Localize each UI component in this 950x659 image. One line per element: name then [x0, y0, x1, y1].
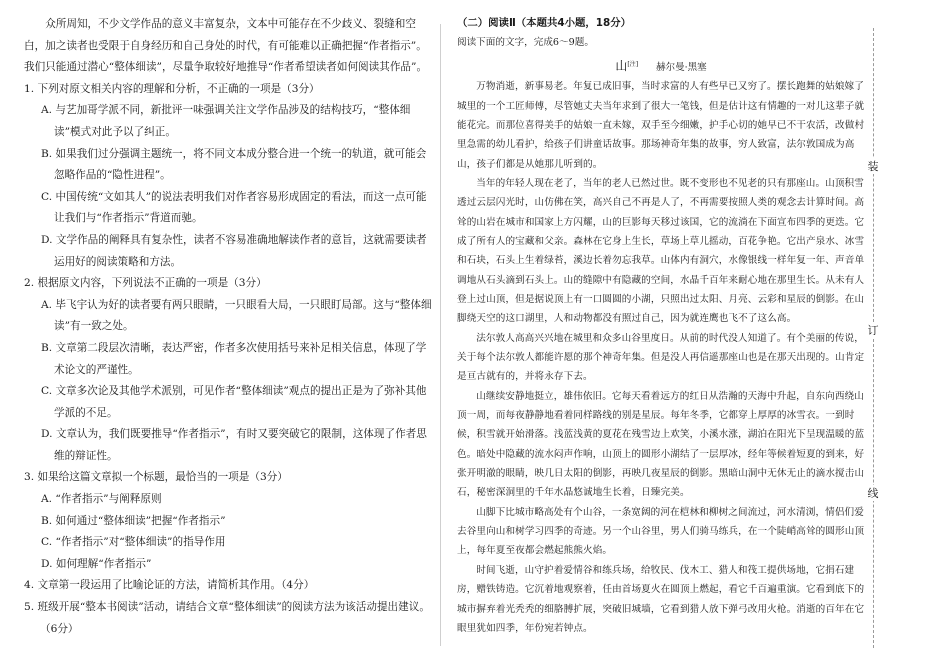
story-author: 赫尔曼·黑塞	[656, 61, 707, 73]
option-a: A. “作者指示”与阐释原则	[41, 493, 162, 506]
question-stem: 3. 如果给这篇文章拟一个标题，最恰当的一项是（3分）	[24, 471, 288, 484]
column-divider	[440, 24, 441, 646]
story-paragraph: 时间飞逝，山守护着爱情谷和练兵场，给牧民、伐木工、猎人和筏工提供场地，它捐石建房，赠铁铸造。它沉着地观察着，任由首场夏火在圆顶上燃起，看它千百遍重演。它看到底下的城市摒弃着光秃秃的细胳膊扩展，突破旧城墙，它看到猎人放下弹弓改用火枪。消逝的百年在它眼里犹如四季，年份宛若钟点。	[457, 564, 865, 634]
question-3	[24, 467, 434, 575]
question-5: 5. 班级开展“整本书阅读”活动，请结合文章“整体细读”的阅读方法为该活动提出建议。（6分）	[24, 601, 430, 635]
section-title: （二）阅读Ⅱ（本题共4小题，18分）	[457, 17, 632, 29]
binding-char-zhuang: 装	[867, 160, 879, 173]
option-b: B. 文章第二段层次清晰，表达严密，作者多次使用括号来补足相关信息，体现了学术论文的严谨性。	[41, 341, 427, 376]
option-c: C. 中国传统“文如其人”的说法表明我们对作者容易形成固定的看法，而这一点可能让我们与“作者指示”背道而驰。	[41, 190, 427, 225]
option-b: B. 如果我们过分强调主题统一，将不同文本成分整合进一个统一的轨道，就可能会忽略作品的“隐性进程”。	[41, 147, 427, 182]
section-instruction: 阅读下面的文字，完成6～9题。	[457, 37, 594, 49]
option-c: C. “作者指示”对“整体细读”的指导作用	[41, 536, 226, 549]
question-stem: 1. 下列对原文相关内容的理解和分析，不正确的一项是（3分）	[24, 82, 320, 95]
question-1	[24, 79, 434, 273]
story-paragraph: 山继续安静地挺立，雄伟依旧。它每天看着远方的红日从浩瀚的天海中升起，自东向西绕山顶一周，而每夜静静地看着同样路线的别是星辰。每年冬季，它都穿上厚厚的冰雪衣。一到时候，积雪就开始滑落。浅蓝浅黄的夏花在残雪边上欢笑，小溪水涨，湖泊在阳光下呈现温暖的蓝色。暗处中隐藏的流水闷声作响，山顶上的圆形小湖结了一层厚冰，经年等候着短夏的到来，好张开明澈的眼睛，映几日太阳的倒影，再映几夜星辰的倒影。黑暗山洞中无休无止的滴水搅击山石，秘密深洞里的千年水晶悠诚地生长着，日臻完美。	[457, 390, 865, 499]
option-a: A. 毕飞宇认为好的读者要有两只眼睛，一只眼看大局，一只眼盯局部。这与“整体细读”有一致之处。	[41, 298, 432, 333]
story-paragraph: 万物消逝，新事易老。年复已成旧事，当时求富的人有些早已又穷了。摆长跑舞的姑娘嫁了城里的一个工匠师傅，尽管她丈夫当年求到了很大一笔钱，但是估计这有情趣的一对儿这辈子就能花完。而那位喜得美手的姑娘一直未嫁，双手至今细嫩，护手心切的她早已不干农活，改做村里急需的幼儿看护，给孩子们讲童话故事。那场神奇年集的故事，穷人致富，法尔敦国成为高山，孩子们都是从她那儿听到的。	[457, 81, 865, 170]
story-title-line	[457, 55, 865, 78]
option-d: D. 文章认为，我们既要推导“作者指示”，有时又要突破它的限制，这体现了作者思维的辩证性。	[41, 428, 427, 462]
binding-char-xian: 线	[867, 487, 879, 500]
binding-line	[873, 28, 875, 648]
option-a: A. 与艺加哥学派不同，新批评一味强调关注文学作品涉及的结构技巧，“整体细读”模式对此予以了纠正。	[41, 104, 411, 138]
option-b: B. 如何通过“整体细读”把握“作者指示”	[41, 514, 226, 527]
option-d: D. 文学作品的阐释具有复杂性，读者不容易准确地解读作者的意旨，这就需要读者运用好的阅读策略和方法。	[41, 233, 427, 268]
question-2	[24, 273, 434, 467]
question-4: 4. 文章第一段运用了比喻论证的方法，请简析其作用。（4分）	[24, 579, 315, 592]
option-c: C. 文章多次论及其他学术派别，可见作者“整体细读”观点的提出正是为了弥补其他学派的不足。	[41, 385, 427, 419]
story-title: 山	[615, 58, 628, 73]
option-d: D. 如何理解“作者指示”	[41, 557, 152, 570]
binding-char-ding: 订	[867, 324, 879, 337]
story-paragraph: 山脚下比城市略高处有个山谷，一条宽阔的河在桤林和柳树之间流过，河水清浏，情侣们爱去谷里向山和树学习四季的奇迹。另一个山谷里，男人们骑马练兵，在一个陡峭高耸的圆形山顶上，每年夏至夜都会燃起熊熊火焰。	[457, 506, 865, 557]
intro-paragraph: 众所周知，不少文学作品的意义丰富复杂，文本中可能存在不少歧义、裂缝和空白，加之读者也受限于自身经历和自己身处的时代，有可能难以正确把握“作者指示”。我们只能通过潜心“整体细读”，尽量争取较好地推导“作者希望读者如何阅读其作品”。	[24, 18, 428, 74]
question-stem: 2. 根据原文内容，下列说法不正确的一项是（3分）	[24, 277, 267, 290]
story-note-marker: [注]	[627, 60, 639, 68]
left-column	[24, 14, 434, 640]
story-paragraph: 法尔敦人高高兴兴地在城里和众多山谷里度日。从前的时代没人知道了。有个美丽的传说，关于每个法尔敦人都能许愿的那个神奇年集。但是没人再信遥那座山也是在那天出现的。山肯定是亘古就有的，并将永存下去。	[457, 332, 865, 383]
story-paragraph: 当年的年轻人现在老了，当年的老人已然过世。既不变形也不见老的只有那座山。山顶积雪透过云层闪光时，山仿佛在笑，高兴自己不再是人了，不再需要按照人类的观念去计算时间。高耸的山岩在城市和国家上方闪耀，山的巨影每天移过该国，它的流淌在下面宣布四季的更迭。它成了所有人的宝藏和父亲。森林在它身上生长，草场上草儿摇动，百花争艳。它出产泉水、冰雪和石块，石头上生着绿苔，溪边长着勿忘我草。山体内有洞穴，水像银线一样年复一年、声音单调地从石头滴到石头上。山的缝隙中有隐藏的空间，水晶千百年来耐心地在那里生长。从未有人登上过山顶，但是据说顶上有一口圆圆的小湖，只照出过太阳、月亮、云彩和星辰的倒影。在山脚绕天空的这口湖里，人和动物都没有照过自己，因为就连鹰也飞不了这么高。	[457, 177, 865, 325]
right-column	[457, 14, 865, 638]
